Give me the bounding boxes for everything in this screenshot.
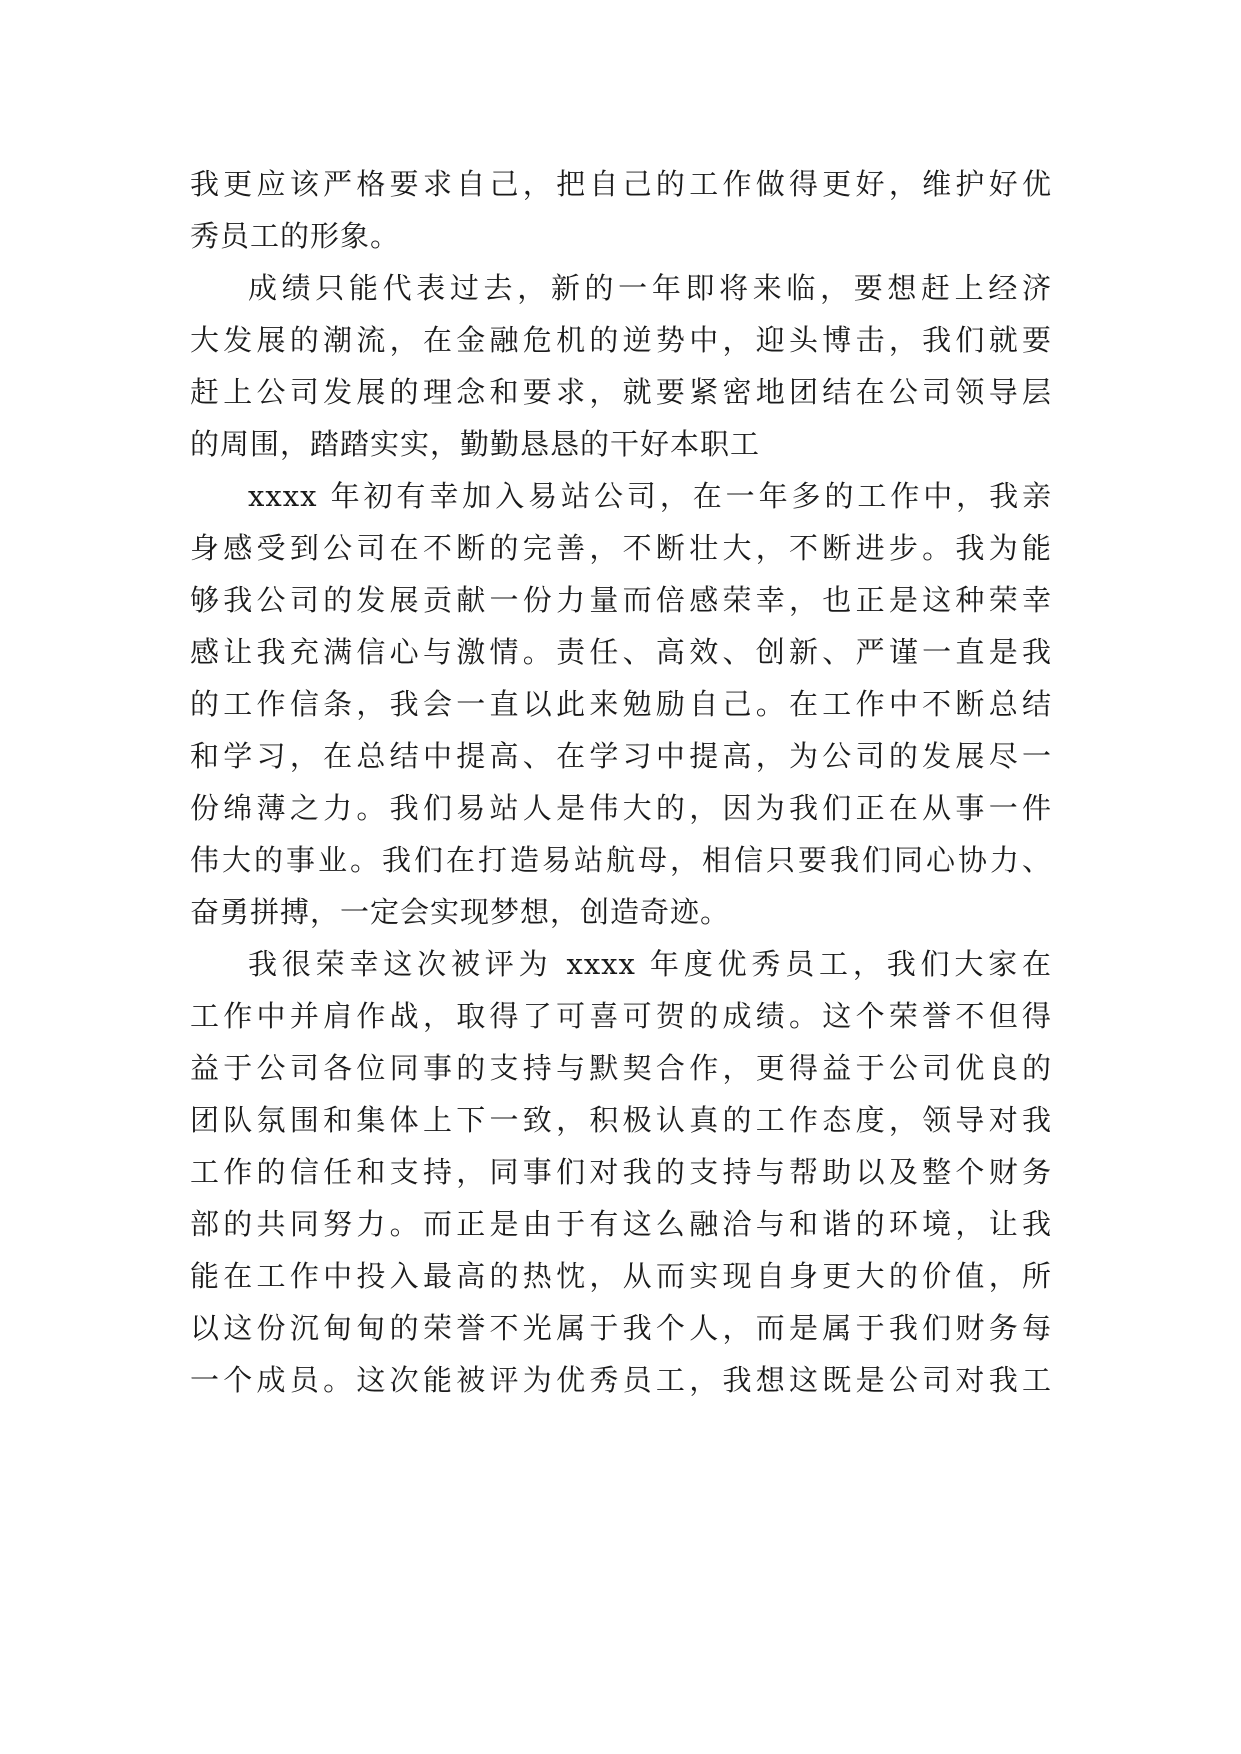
text-line: 赶上公司发展的理念和要求，就要紧密地团结在公司领导层 xyxy=(190,375,1052,409)
text-line: 工作的信任和支持，同事们对我的支持与帮助以及整个财务 xyxy=(190,1155,1052,1189)
document-body xyxy=(190,158,1052,1406)
text-line: 团队氛围和集体上下一致，积极认真的工作态度，领导对我 xyxy=(190,1103,1052,1137)
text-line: 的工作信条，我会一直以此来勉励自己。在工作中不断总结 xyxy=(190,687,1052,721)
text-line: 伟大的事业。我们在打造易站航母，相信只要我们同心协力、 xyxy=(190,843,1052,877)
text-line: 奋勇拼搏，一定会实现梦想，创造奇迹。 xyxy=(190,895,731,929)
text-line: 一个成员。这次能被评为优秀员工，我想这既是公司对我工 xyxy=(190,1363,1052,1397)
text-line: 我很荣幸这次被评为 xxxx 年度优秀员工，我们大家在 xyxy=(248,947,1052,981)
text-line: 益于公司各位同事的支持与默契合作，更得益于公司优良的 xyxy=(190,1051,1052,1085)
text-line: 部的共同努力。而正是由于有这么融洽与和谐的环境，让我 xyxy=(190,1207,1052,1241)
text-line: 够我公司的发展贡献一份力量而倍感荣幸，也正是这种荣幸 xyxy=(190,583,1052,617)
text-line: 身感受到公司在不断的完善，不断壮大，不断进步。我为能 xyxy=(190,531,1052,565)
text-line: 秀员工的形象。 xyxy=(190,219,401,253)
text-line: 能在工作中投入最高的热忱，从而实现自身更大的价值，所 xyxy=(190,1259,1052,1293)
text-line: 的周围，踏踏实实，勤勤恳恳的干好本职工 xyxy=(190,427,761,461)
text-line: 以这份沉甸甸的荣誉不光属于我个人，而是属于我们财务每 xyxy=(190,1311,1052,1345)
text-line: 份绵薄之力。我们易站人是伟大的，因为我们正在从事一件 xyxy=(190,791,1052,825)
text-line: 大发展的潮流，在金融危机的逆势中，迎头博击，我们就要 xyxy=(190,323,1052,357)
text-line: 我更应该严格要求自己，把自己的工作做得更好，维护好优 xyxy=(190,167,1052,201)
text-line: 和学习，在总结中提高、在学习中提高，为公司的发展尽一 xyxy=(190,739,1052,773)
text-line: 工作中并肩作战，取得了可喜可贺的成绩。这个荣誉不但得 xyxy=(190,999,1052,1033)
text-line: xxxx 年初有幸加入易站公司，在一年多的工作中，我亲 xyxy=(248,479,1052,513)
text-line: 感让我充满信心与激情。责任、高效、创新、严谨一直是我 xyxy=(190,635,1052,669)
text-line: 成绩只能代表过去，新的一年即将来临，要想赶上经济 xyxy=(248,271,1052,305)
